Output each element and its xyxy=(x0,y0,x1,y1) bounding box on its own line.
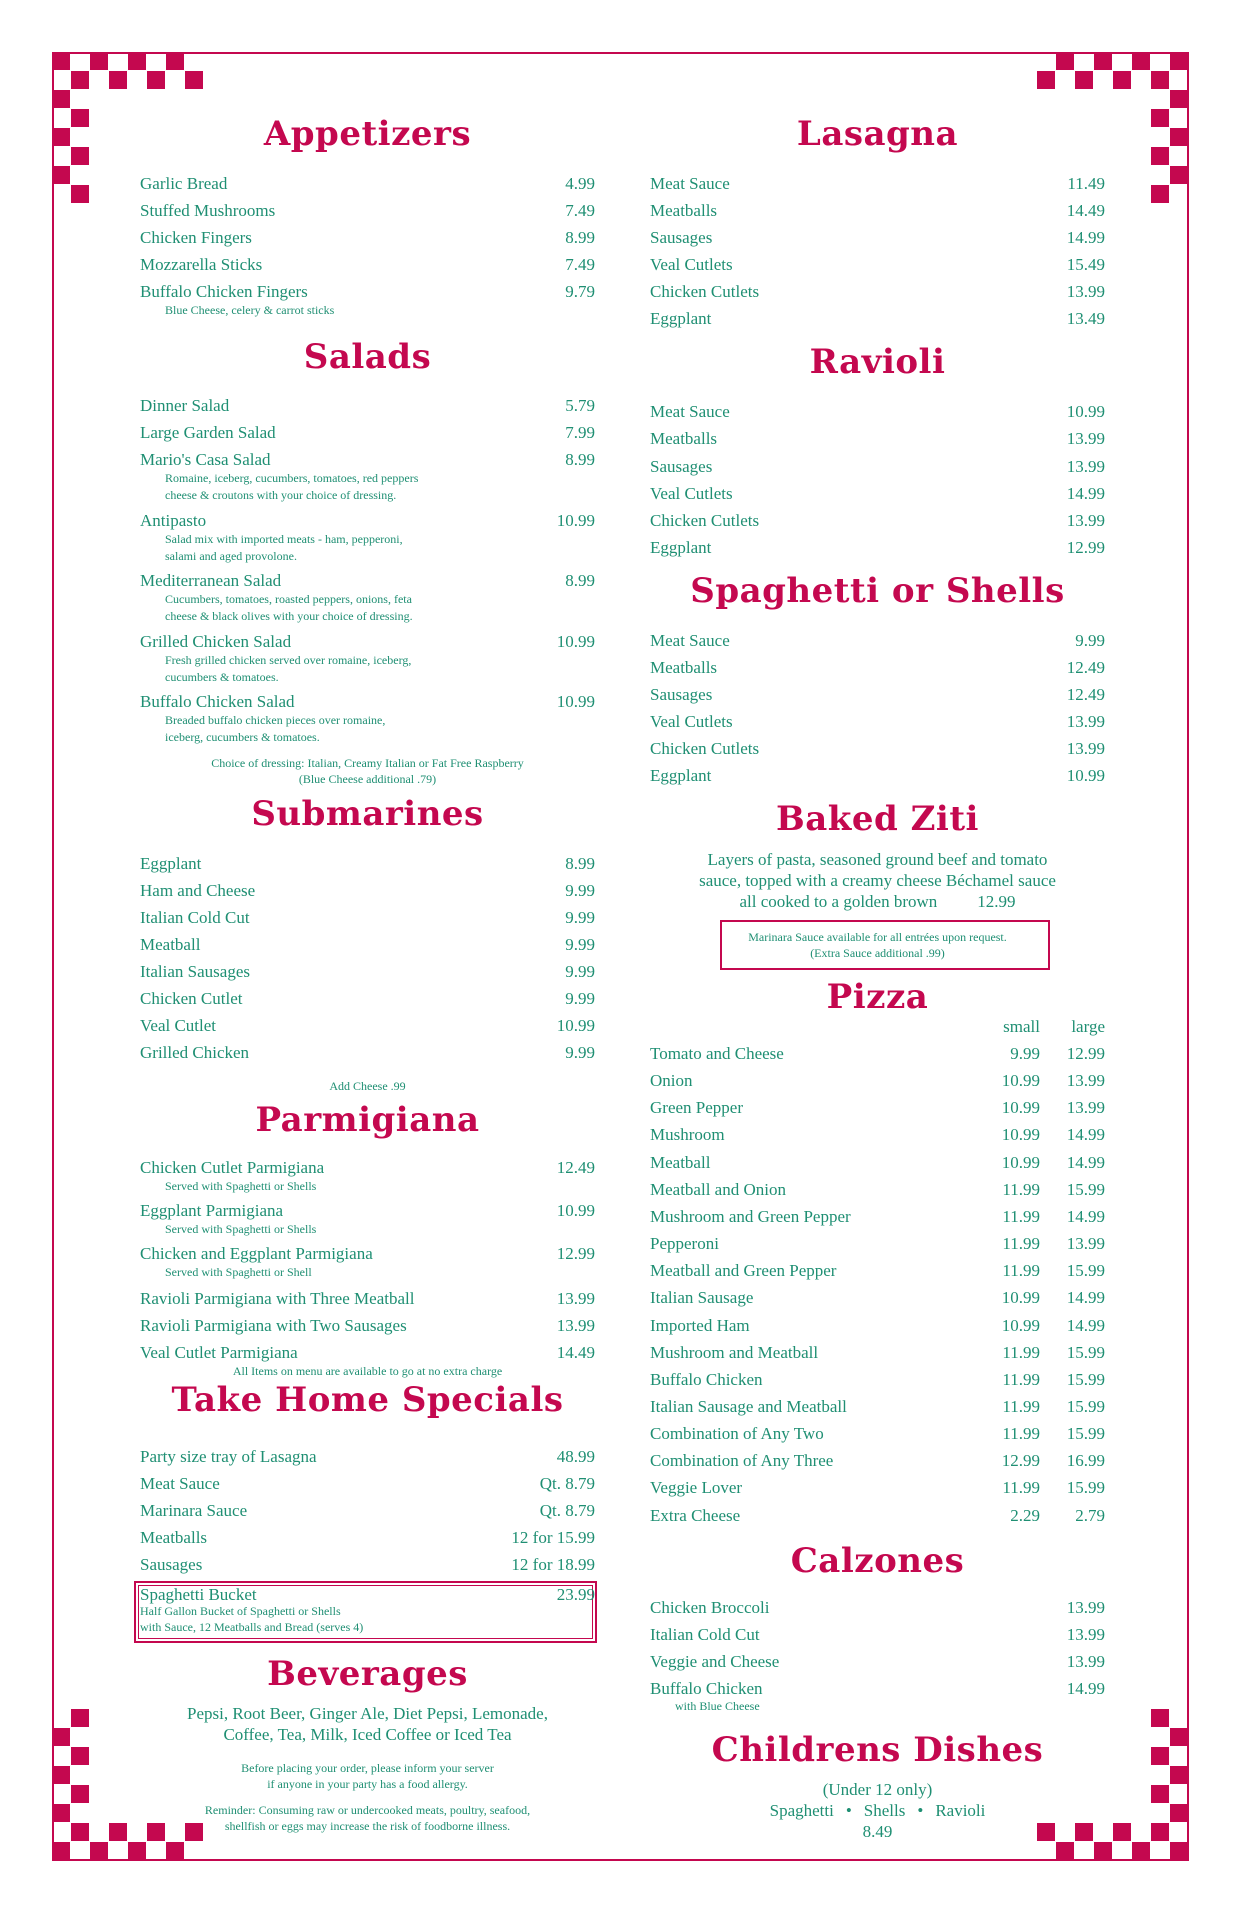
item-description: Romaine, iceberg, cucumbers, tomatoes, red peppers xyxy=(165,471,419,485)
lasagna-heading: Lasagna xyxy=(796,114,959,154)
item-description: with Sauce, 12 Meatballs and Bread (serves 4) xyxy=(140,1620,364,1634)
item-description: with Blue Cheese xyxy=(675,1699,760,1713)
beverages-list: Pepsi, Root Beer, Ginger Ale, Diet Pepsi, Lemonade, xyxy=(187,1704,548,1723)
childrens-options: Spaghetti • Shells • Ravioli xyxy=(769,1801,986,1820)
item-description: Salad mix with imported meats - ham, pepperoni, xyxy=(165,532,403,546)
submarines-heading: Submarines xyxy=(251,794,484,834)
childrens-price: 8.49 xyxy=(862,1822,893,1841)
item-description: Half Gallon Bucket of Spaghetti or Shells xyxy=(140,1604,341,1618)
beverages-heading: Beverages xyxy=(267,1654,468,1694)
allergy-notice: Before placing your order, please inform your server xyxy=(241,1761,494,1775)
pizza-heading: Pizza xyxy=(826,977,929,1017)
spaghetti-or-shells-heading: Spaghetti or Shells xyxy=(690,571,1065,611)
marinara-notice: Marinara Sauce available for all entrées upon request. xyxy=(748,930,1007,944)
childrens-dishes-heading: Childrens Dishes xyxy=(711,1730,1044,1770)
item-description: Served with Spaghetti or Shells xyxy=(165,1179,317,1193)
consumption-reminder: shellfish or eggs may increase the risk of foodborne illness. xyxy=(224,1819,511,1833)
consumption-reminder: Reminder: Consuming raw or undercooked meats, poultry, seafood, xyxy=(204,1803,531,1817)
appetizers-heading: Appetizers xyxy=(263,114,472,154)
marinara-notice: (Extra Sauce additional .99) xyxy=(810,946,945,960)
dressing-note: (Blue Cheese additional .79) xyxy=(298,772,437,786)
item-description: cheese & black olives with your choice of dressing. xyxy=(165,609,413,623)
beverages-list: Coffee, Tea, Milk, Iced Coffee or Iced Tea xyxy=(223,1725,512,1744)
salads-heading: Salads xyxy=(303,337,432,377)
item-description: cheese & croutons with your choice of dressing. xyxy=(165,488,397,502)
item-description: Served with Spaghetti or Shell xyxy=(165,1265,312,1279)
baked-ziti-description: Layers of pasta, seasoned ground beef and tomato xyxy=(707,850,1048,869)
dressing-note: Choice of dressing: Italian, Creamy Italian or Fat Free Raspberry xyxy=(211,756,524,770)
item-description: salami and aged provolone. xyxy=(165,549,297,563)
baked-ziti-price: 12.99 xyxy=(977,892,1016,911)
allergy-notice: if anyone in your party has a food allergy. xyxy=(267,1777,468,1791)
take-home-specials-heading: Take Home Specials xyxy=(171,1380,564,1420)
ravioli-heading: Ravioli xyxy=(809,342,946,382)
baked-ziti-description: all cooked to a golden brown 12.99 xyxy=(739,892,1016,911)
baked-ziti-description: sauce, topped with a creamy cheese Béchamel sauce xyxy=(699,871,1056,890)
item-description: Breaded buffalo chicken pieces over romaine, xyxy=(165,713,386,727)
baked-ziti-heading: Baked Ziti xyxy=(776,799,979,839)
item-description: Cucumbers, tomatoes, roasted peppers, onions, feta xyxy=(165,592,412,606)
item-description: Served with Spaghetti or Shells xyxy=(165,1222,317,1236)
parmigiana-heading: Parmigiana xyxy=(255,1100,480,1140)
item-description: Blue Cheese, celery & carrot sticks xyxy=(165,303,335,317)
childrens-age-note: (Under 12 only) xyxy=(822,1780,933,1799)
item-description: Fresh grilled chicken served over romaine, iceberg, xyxy=(165,653,412,667)
to-go-note: All Items on menu are available to go at no extra charge xyxy=(232,1364,503,1378)
add-cheese-note: Add Cheese .99 xyxy=(329,1079,406,1093)
item-description: iceberg, cucumbers & tomatoes. xyxy=(165,730,320,744)
item-description: cucumbers & tomatoes. xyxy=(165,670,279,684)
calzones-heading: Calzones xyxy=(790,1541,965,1581)
